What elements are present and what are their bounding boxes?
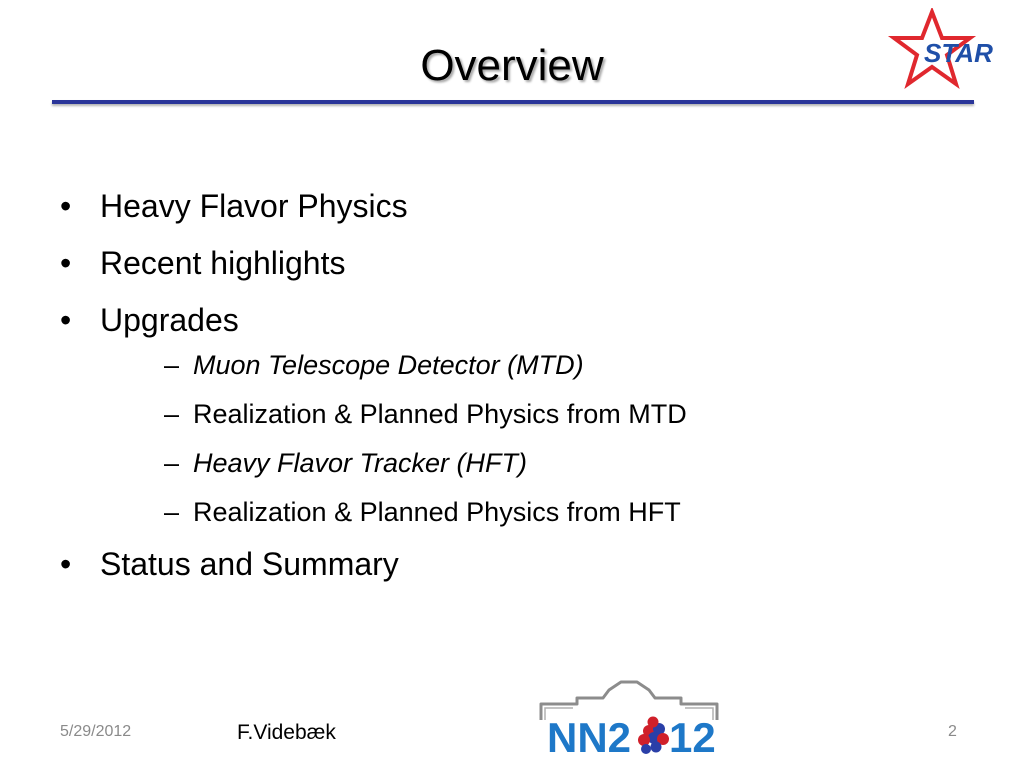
sub-bullet-marker: – [164,448,180,478]
bullet-text: Heavy Flavor Physics [100,188,408,224]
star-logo [884,8,1004,90]
sub-bullet-item [148,399,960,429]
bullet-list [60,186,960,601]
nn2012-logo [537,680,721,758]
bullet-marker: • [60,245,72,281]
bullet-marker: • [60,302,72,338]
sub-bullet-text: Realization & Planned Physics from MTD [193,399,687,429]
sub-bullet-item [148,350,960,380]
title-divider [52,100,974,104]
nn2012-text-left: NN2 [547,714,632,758]
bullet-marker: • [60,188,72,224]
nn2012-text-right: 12 [669,714,716,758]
footer-date: 5/29/2012 [60,723,132,740]
sub-bullet-text: Heavy Flavor Tracker (HFT) [193,448,528,478]
bullet-item [60,243,960,283]
sub-bullet-marker: – [164,350,180,380]
sub-bullet-text: Muon Telescope Detector (MTD) [193,350,584,380]
bullet-item [60,300,960,527]
page-number: 2 [948,723,957,740]
sub-bullet-marker: – [164,399,180,429]
footer-author: F.Videbæk [237,721,336,744]
slide-title: Overview [420,41,604,90]
sub-bullet-text: Realization & Planned Physics from HFT [193,497,681,527]
sub-bullet-marker: – [164,497,180,527]
bullet-text: Recent highlights [100,245,346,281]
sub-bullet-list [100,350,960,527]
bullet-item [60,544,960,584]
bullet-text: Status and Summary [100,546,399,582]
nucleus-icon [638,717,669,755]
sub-bullet-item [148,448,960,478]
sub-bullet-item [148,497,960,527]
star-logo-text: STAR [924,38,993,68]
bullet-marker: • [60,546,72,582]
bullet-item [60,186,960,226]
bullet-text: Upgrades [100,302,239,338]
